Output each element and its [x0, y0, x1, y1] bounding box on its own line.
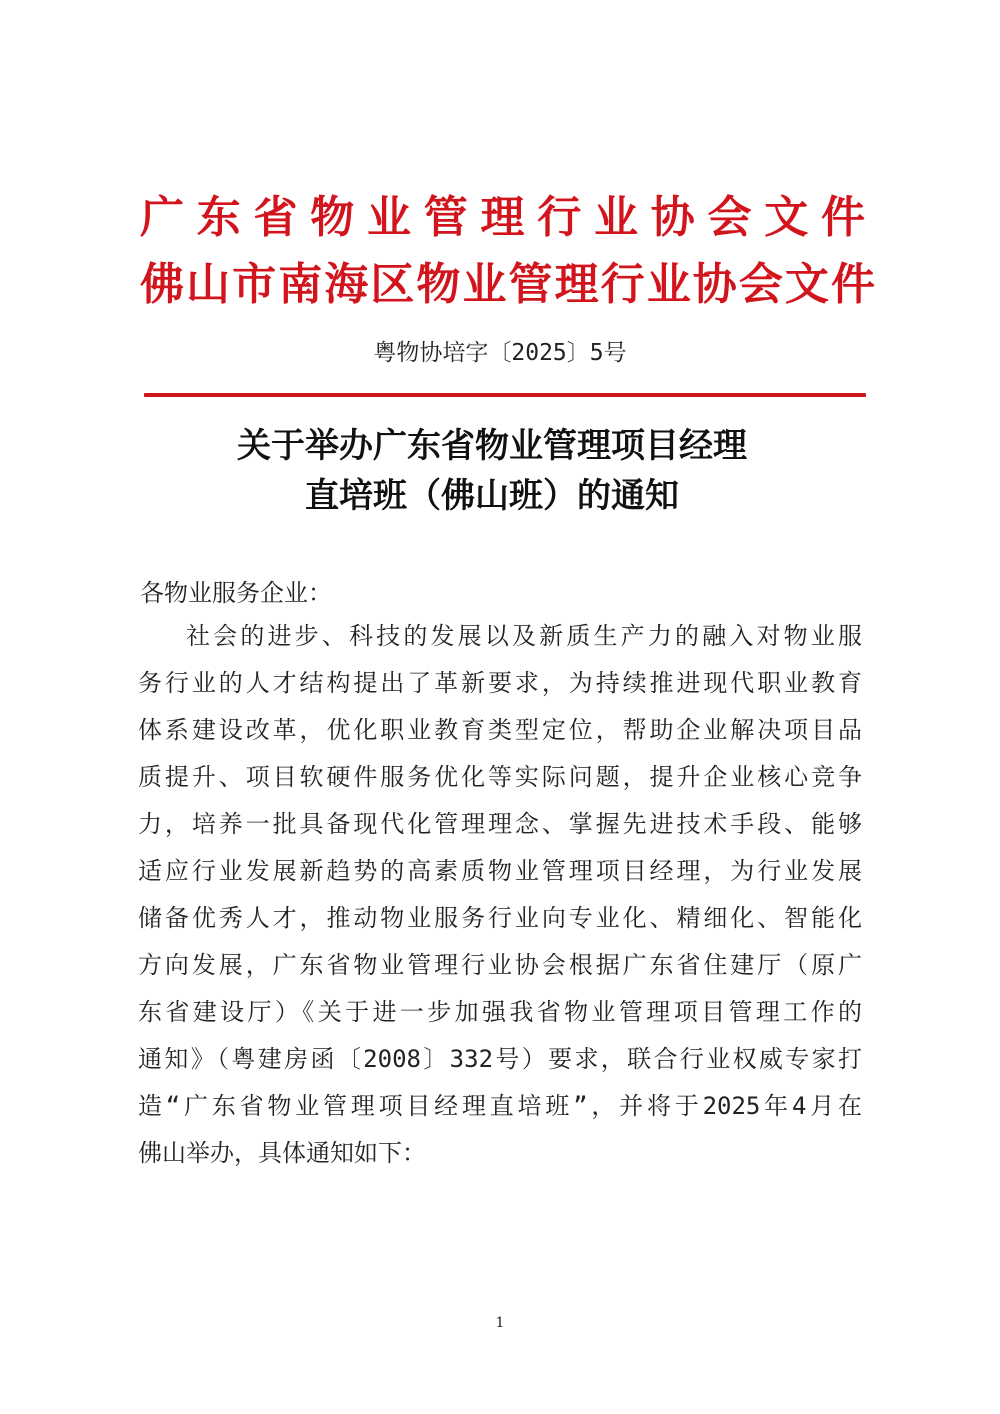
salutation: 各物业服务企业：	[140, 579, 332, 607]
notice-title-line-1: 关于举办广东省物业管理项目经理	[237, 426, 747, 466]
body-line: 储备优秀人才，推动物业服务行业向专业化、精细化、智能化	[138, 904, 862, 932]
document-number: 粤物协培字〔2025〕5号	[373, 340, 627, 366]
body-line: 社会的进步、科技的发展以及新质生产力的融入对物业服	[186, 622, 862, 650]
page-number: 1	[495, 1315, 505, 1331]
notice-title-line-2: 直培班（佛山班）的通知	[305, 476, 679, 516]
body-line: 务行业的人才结构提出了革新要求，为持续推进现代职业教育	[138, 669, 862, 697]
body-line: 质提升、项目软硬件服务优化等实际问题，提升企业核心竞争	[138, 763, 862, 791]
body-line: 通知》（粤建房函〔2008〕332号）要求，联合行业权威专家打	[138, 1045, 862, 1073]
body-line: 东省建设厅）《关于进一步加强我省物业管理项目管理工作的	[138, 998, 862, 1026]
body-line: 体系建设改革，优化职业教育类型定位，帮助企业解决项目品	[138, 716, 862, 744]
body-line: 佛山举办，具体通知如下：	[138, 1139, 426, 1167]
body-line: 方向发展，广东省物业管理行业协会根据广东省住建厅（原广	[138, 951, 862, 979]
body-line: 适应行业发展新趋势的高素质物业管理项目经理，为行业发展	[138, 857, 862, 885]
body-line: 力，培养一批具备现代化管理理念、掌握先进技术手段、能够	[138, 810, 862, 838]
body-line: 造“广东省物业管理项目经理直培班”，并将于2025年4月在	[138, 1092, 862, 1120]
issuer-header-line-2: 佛山市南海区物业管理行业协会文件	[140, 259, 875, 310]
red-divider-rule	[144, 393, 866, 397]
issuer-header-line-1: 广东省物业管理行业协会文件	[140, 192, 865, 243]
